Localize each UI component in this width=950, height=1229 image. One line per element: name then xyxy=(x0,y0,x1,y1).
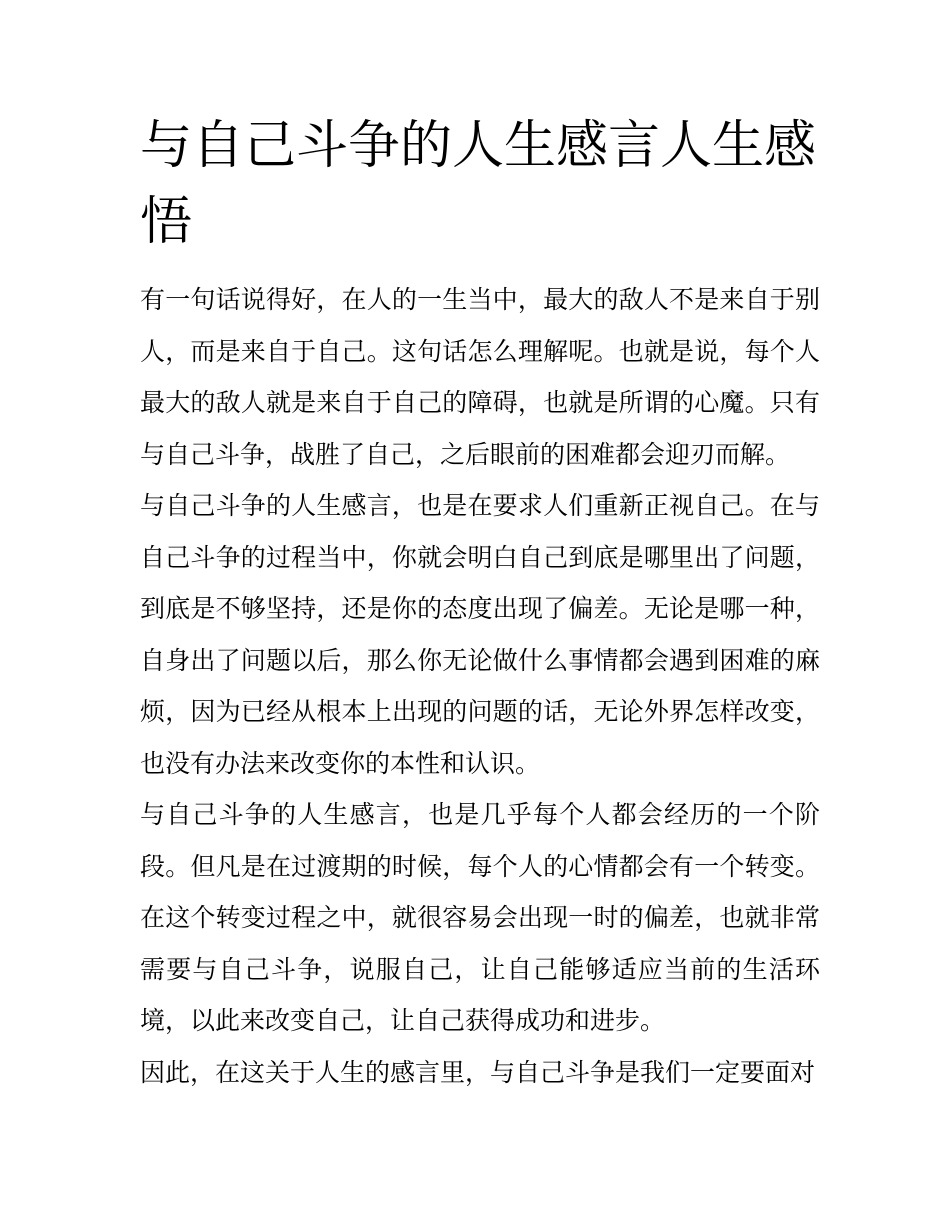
paragraph-3: 与自己斗争的人生感言，也是几乎每个人都会经历的一个阶段。但凡是在过渡期的时候，每个人的心情都会有一个转变。在这个转变过程之中，就很容易会出现一时的偏差，也就非常需要与自己斗争，说服自己，让自己能够适应当前的生活环境，以此来改变自己，让自己获得成功和进步。 xyxy=(140,800,820,1035)
document-title: 与自己斗争的人生感言人生感悟 xyxy=(140,116,817,252)
paragraph-4: 因此，在这关于人生的感言里，与自己斗争是我们一定要面对 xyxy=(140,1057,816,1087)
document-body xyxy=(140,274,820,1098)
paragraph-1: 有一句话说得好，在人的一生当中，最大的敌人不是来自于别人，而是来自于自己。这句话怎么理解呢。也就是说，每个人最大的敌人就是来自于自己的障碍，也就是所谓的心魔。只有与自己斗争，战胜了自己，之后眼前的困难都会迎刃而解。 xyxy=(140,285,820,469)
paragraph-2: 与自己斗争的人生感言，也是在要求人们重新正视自己。在与自己斗争的过程当中，你就会明白自己到底是哪里出了问题，到底是不够坚持，还是你的态度出现了偏差。无论是哪一种，自身出了问题以后，那么你无论做什么事情都会遇到困难的麻烦，因为已经从根本上出现的问题的话，无论外界怎样改变，也没有办法来改变你的本性和认识。 xyxy=(140,491,820,778)
